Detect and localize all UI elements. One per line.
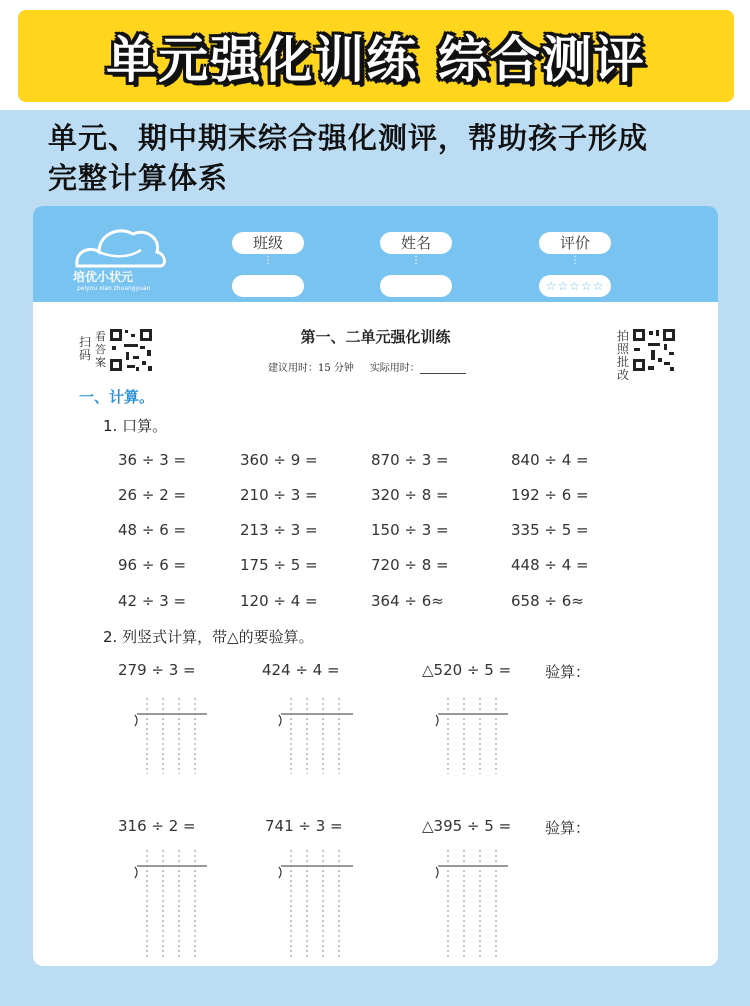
oral-problem: 448 ÷ 4 =: [511, 556, 589, 574]
oral-problem: 210 ÷ 3 =: [240, 486, 318, 504]
class-input[interactable]: [232, 275, 304, 297]
rating-label: 评价: [539, 232, 611, 254]
worksheet: [33, 206, 718, 966]
subtitle-line-2: 完整计算体系: [48, 161, 229, 195]
dots-icon: ⋮: [570, 255, 580, 266]
oral-problem: 175 ÷ 5 =: [240, 556, 318, 574]
banner: [18, 10, 734, 102]
qr-left-label-b: 看答案: [95, 330, 106, 369]
oral-problem: 26 ÷ 2 =: [118, 486, 187, 504]
check-label: 验算：: [545, 663, 591, 681]
dots-icon: ⋮: [411, 255, 421, 266]
qr-left-label-a: 扫码: [79, 335, 92, 362]
class-field[interactable]: [232, 232, 304, 297]
check-label: 验算：: [545, 819, 591, 837]
division-work-grid[interactable]: [273, 696, 355, 776]
division-work-grid[interactable]: [430, 848, 510, 960]
oral-problem: 213 ÷ 3 =: [240, 521, 318, 539]
rating-field[interactable]: [539, 232, 611, 297]
subtitle: [48, 118, 728, 198]
logo-text: 培优小状元: [73, 270, 134, 284]
time-line: [268, 359, 466, 374]
column-division-problem: 424 ÷ 4 =: [262, 661, 340, 679]
q2-title: 2. 列竖式计算，带△的要验算。: [103, 628, 314, 646]
dots-icon: ⋮: [263, 255, 273, 266]
oral-problem: 320 ÷ 8 =: [371, 486, 449, 504]
banner-title: 单元强化训练 综合测评: [106, 31, 646, 89]
name-input[interactable]: [380, 275, 452, 297]
actual-time-label: 实际用时：: [369, 363, 420, 374]
oral-problem: 150 ÷ 3 =: [371, 521, 449, 539]
class-label: 班级: [232, 232, 304, 254]
oral-problem: 36 ÷ 3 =: [118, 451, 187, 469]
oral-problem: 840 ÷ 4 =: [511, 451, 589, 469]
oral-problem: 48 ÷ 6 =: [118, 521, 187, 539]
subtitle-line-1: 单元、期中期末综合强化测评，帮助孩子形成: [48, 121, 649, 155]
oral-problem: 42 ÷ 3 =: [118, 592, 187, 610]
oral-problem: 870 ÷ 3 =: [371, 451, 449, 469]
division-work-grid[interactable]: [430, 696, 510, 776]
name-label: 姓名: [380, 232, 452, 254]
worksheet-header: [33, 206, 718, 302]
name-field[interactable]: [380, 232, 452, 297]
column-division-problem: △520 ÷ 5 =: [422, 661, 512, 679]
suggested-time: 建议用时：15 分钟: [268, 363, 354, 374]
oral-problem: 192 ÷ 6 =: [511, 486, 589, 504]
actual-time-blank[interactable]: [420, 363, 466, 374]
column-division-problem: △395 ÷ 5 =: [422, 817, 512, 835]
qr-right-label: 拍照批改: [617, 329, 630, 382]
worksheet-title: 第一、二单元强化训练: [300, 328, 451, 346]
oral-problem: 720 ÷ 8 =: [371, 556, 449, 574]
division-work-grid[interactable]: [129, 696, 209, 776]
cloud-hat-icon: [69, 220, 169, 270]
oral-problem: 360 ÷ 9 =: [240, 451, 318, 469]
column-division-problem: 741 ÷ 3 =: [265, 817, 343, 835]
q1-title: 1. 口算。: [103, 417, 168, 435]
oral-problem: 120 ÷ 4 =: [240, 592, 318, 610]
division-work-grid[interactable]: [273, 848, 355, 960]
column-division-problem: 279 ÷ 3 =: [118, 661, 196, 679]
rating-stars[interactable]: ☆☆☆☆☆: [539, 275, 611, 297]
column-division-problem: 316 ÷ 2 =: [118, 817, 196, 835]
oral-problem: 96 ÷ 6 =: [118, 556, 187, 574]
logo-subtext: peiyou xiao zhuangyuan: [77, 285, 151, 292]
oral-problem: 658 ÷ 6≈: [511, 592, 584, 610]
oral-problem: 335 ÷ 5 =: [511, 521, 589, 539]
section-title: 一、计算。: [79, 388, 155, 406]
oral-problem: 364 ÷ 6≈: [371, 592, 444, 610]
division-work-grid[interactable]: [129, 848, 209, 960]
